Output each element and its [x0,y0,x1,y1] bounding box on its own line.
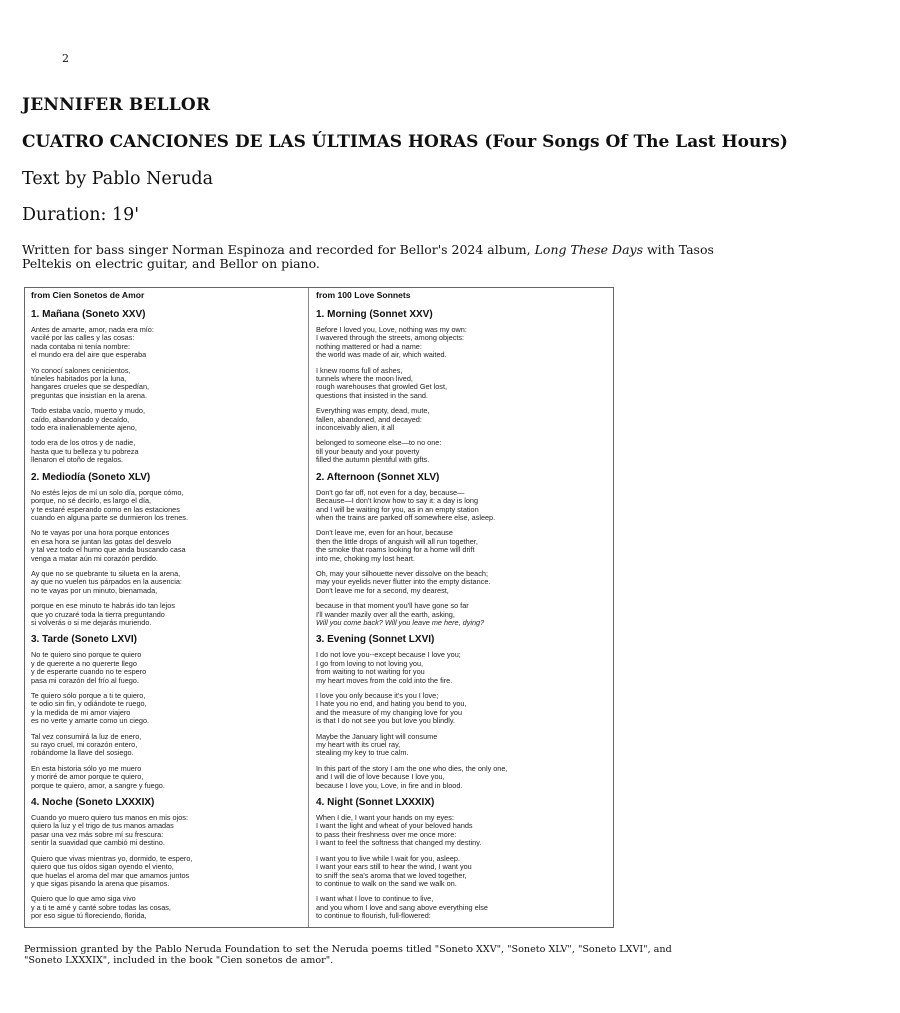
stanza [31,765,308,790]
poem-line: hasta que tu belleza y tu pobreza [31,446,139,456]
poem-line: quiero la luz y el trigo de tus manos amadas [31,821,174,831]
poem-section [31,309,308,465]
stanza [31,692,308,726]
poem-line: I want the light and wheat of your beloved hands [316,821,473,831]
poem-line: and I will be waiting for you, as in an empty station [316,504,479,514]
album-title: Long These Days [534,242,643,257]
section-title: 4. Night (Sonnet LXXXIX) [316,797,435,809]
poem-line: sentir la suavidad que cambió mi destino. [31,838,165,848]
stanza [31,326,308,360]
section-title: 4. Noche (Soneto LXXXIX) [31,797,155,809]
poem-line: quiero que tus oídos sigan oyendo el viento, [31,862,174,872]
stanza [31,529,308,563]
poem-line: When I die, I want your hands on my eyes: [316,813,454,823]
section-title: 1. Mañana (Soneto XXV) [31,309,146,320]
poem-line: Don't leave me for a second, my dearest, [316,585,449,595]
section-title: 2. Afternoon (Sonnet XLV) [316,471,440,483]
poem-line: Tal vez consumirá la luz de enero, [31,731,142,741]
poem-line: y tal vez todo el humo que anda buscando casa [31,545,186,555]
poem-line: no te vayas por un minuto, bienamada, [31,585,158,595]
stanza [31,367,308,401]
poem-line: then the little drops of anguish will all run together, [316,536,478,546]
section-title: 1. Morning (Sonnet XXV) [316,309,433,320]
poem-line: and the measure of my changing love for you [316,707,463,717]
poem-line: y moriré de amor porque te quiero, [31,772,144,782]
poem-table [24,287,614,928]
poem-section [316,634,613,790]
permission-note: Permission granted by the Pablo Neruda Foundation to set the Neruda poems titled "Soneto XXV", "Soneto XLV", "Soneto LXVI", and "Soneto LXXXIX", included in the book "Cien sonetos de amor". [24,944,672,966]
stanza [316,895,613,920]
poem-line: No te vayas por una hora porque entonces [31,528,170,538]
poem-line: and I will die of love because I love you, [316,772,445,782]
poem-line: y de quererte a no quererte llego [31,658,137,668]
poem-line: I want your ears still to hear the wind, I want you [316,862,472,872]
poem-line: cuando en alguna parte se durmieron los trenes. [31,512,188,522]
poem-line: venga a matar aún mi corazón perdido. [31,553,158,563]
program-note [22,243,742,270]
stanza [31,570,308,595]
poem-line: I wavered through the streets, among objects: [316,333,465,343]
poem-line: belonged to someone else—to no one: [316,438,442,448]
poem-line: No te quiero sino porque te quiero [31,650,142,660]
poem-line: el mundo era del aire que esperaba [31,350,147,360]
poem-line: the smoke that roams looking for a home will drift [316,545,475,555]
poem-line: till your beauty and your poverty [316,446,420,456]
duration: Duration: 19' [22,205,140,225]
poem-line: fallen, abandoned, and decayed: [316,414,422,424]
poem-line: pasa mi corazón del frío al fuego. [31,675,139,685]
poem-line: y la medida de mi amor viajero [31,707,131,717]
poem-line: Don't go far off, not even for a day, because— [316,487,465,497]
poem-line: porque en ese minuto te habrás ido tan lejos [31,601,176,611]
poem-line: to continue to walk on the sand we walk on. [316,878,457,888]
poem-line: No estés lejos de mí un solo día, porque cómo, [31,487,184,497]
poem-line: su rayo cruel, mi corazón entero, [31,740,138,750]
poem-section [31,472,308,628]
poem-line: por eso sigue tú floreciendo, florida, [31,911,147,921]
poem-line: because I love you, Love, in fire and in blood. [316,780,463,790]
stanza [316,651,613,685]
spanish-column [25,288,309,927]
poem-line: into me, choking my lost heart. [316,553,415,563]
poem-line: y a ti te amé y canté sobre todas las cosas, [31,902,171,912]
poem-line: si volverás o si me dejarás muriendo. [31,617,152,627]
poem-line: y de esperarte cuando no te espero [31,667,147,677]
poem-line: and you whom I love and sang above everything else [316,902,488,912]
poem-section [316,472,613,628]
poem-line: to continue to flourish, full-flowered: [316,911,431,921]
stanza [316,439,613,464]
stanza [31,407,308,432]
poem-line: todo era inalienablemente ajeno, [31,423,137,433]
poem-line: pasar una vez más sobre mí su frescura: [31,829,164,839]
poem-line: I knew rooms full of ashes, [316,365,403,375]
stanza [316,529,613,563]
poem-line: Maybe the January light will consume [316,731,438,741]
poem-line: que yo cruzaré toda la tierra preguntando [31,609,165,619]
poem-line: filled the autumn plentiful with gifts. [316,455,430,465]
poem-line: llenaron el otoño de regalos. [31,455,124,465]
text-credit: Text by Pablo Neruda [22,169,214,189]
poem-line: I do not love you--except because I love you; [316,650,461,660]
poem-line: nothing mattered or had a name: [316,341,422,351]
poem-line: I'll wander mazily over all the earth, asking, [316,609,455,619]
poem-line: y te estaré esperando como en las estaciones [31,504,180,514]
poem-line: te odio sin fin, y odiándote te ruego, [31,699,147,709]
poem-line: Yo conocí salones cenicientos, [31,365,131,375]
poem-line: y que sigas pisando la arena que pisamos. [31,878,170,888]
program-note-text: Written for bass singer Norman Espinoza and recorded for Bellor's 2024 album, [22,242,535,257]
stanza [31,733,308,758]
poem-line: is that I do not see you but love you blindly. [316,716,455,726]
poem-line: inconceivably alien, it all [316,423,395,433]
stanza [31,855,308,889]
stanza [316,367,613,401]
poem-line: I want you to live while I wait for you, asleep. [316,853,460,863]
column-header: from Cien Sonetos de Amor [31,290,145,300]
poem-line: Everything was empty, dead, mute, [316,406,430,416]
stanza [316,489,613,523]
poem-line: vacilé por las calles y las cosas: [31,333,135,343]
stanza [316,602,613,627]
poem-line: Don't leave me, even for an hour, because [316,528,453,538]
poem-line: todo era de los otros y de nadie, [31,438,136,448]
poem-line: I love you only because it's you I love; [316,691,439,700]
stanza [316,855,613,889]
poem-line: the world was made of air, which waited. [316,350,447,360]
poem-line: I go from loving to not loving you, [316,658,424,668]
poem-line: túneles habitados por la luna, [31,374,127,384]
poem-line: Todo estaba vacío, muerto y mudo, [31,406,145,416]
composer-name: JENNIFER BELLOR [22,95,211,115]
poem-line: to sniff the sea's aroma that we loved together, [316,870,467,880]
section-title: 3. Evening (Sonnet LXVI) [316,634,435,646]
poem-line: from waiting to not waiting for you [316,667,425,677]
poem-line: Ay que no se quebrante tu silueta en la arena, [31,568,181,578]
stanza [31,651,308,685]
poem-line: preguntas que insistían en la arena. [31,390,148,400]
poem-section [316,309,613,465]
poem-line: Cuando yo muero quiero tus manos en mis ojos: [31,813,188,823]
stanza [316,407,613,432]
poem-line: Before I loved you, Love, nothing was my own: [316,325,467,334]
poem-line: I want to feel the softness that changed my destiny. [316,838,482,848]
poem-section [316,797,613,927]
poem-line: porque, no sé decirlo, es largo el día, [31,496,152,506]
poem-line: rough warehouses that growled Get lost, [316,382,448,392]
poem-line: ay que no vuelen tus párpados en la ausencia: [31,577,182,587]
poem-line: when the trains are parked off somewhere else, asleep. [316,512,496,522]
stanza [31,489,308,523]
poem-line: Will you come back? Will you leave me here, dying? [316,617,485,627]
poem-line: en esa hora se juntan las gotas del desvelo [31,536,172,546]
poem-line: nada contaba ni tenía nombre: [31,341,130,351]
poem-line: porque te quiero, amor, a sangre y fuego. [31,780,165,790]
poem-line: In this part of the story I am the one who dies, the only one, [316,763,508,773]
program-note-text: with Tasos Peltekis on electric guitar, and Bellor on piano. [22,242,714,271]
poem-line: Quiero que vivas mientras yo, dormido, te espero, [31,853,193,863]
stanza [316,765,613,790]
poem-line: que huelas el aroma del mar que amamos juntos [31,870,190,880]
poem-line: Because—I don't know how to say it: a day is long [316,496,479,506]
poem-line: es no verte y amarte como un ciego. [31,716,150,726]
poem-line: robándome la llave del sosiego. [31,748,134,758]
stanza [31,439,308,464]
stanza [31,814,308,848]
page-number: 2 [62,52,69,65]
work-title: CUATRO CANCIONES DE LAS ÚLTIMAS HORAS (Four Songs Of The Last Hours) [22,132,788,152]
section-title: 2. Mediodía (Soneto XLV) [31,471,151,483]
poem-line: my heart moves from the cold into the fire. [316,675,453,685]
poem-line: Antes de amarte, amor, nada era mío: [31,325,154,334]
poem-line: to pass their freshness over me once more: [316,829,457,839]
stanza [316,692,613,726]
stanza [316,814,613,848]
poem-line: I want what I love to continue to live, [316,894,434,904]
stanza [31,895,308,920]
poem-line: I hate you no end, and hating you bend to you, [316,699,467,709]
poem-line: my heart with its cruel ray, [316,740,401,750]
english-column [309,288,613,927]
stanza [316,733,613,758]
poem-line: caído, abandonado y decaído, [31,414,130,424]
poem-line: stealing my key to true calm. [316,748,409,758]
poem-line: hangares crueles que se despedían, [31,382,150,392]
poem-line: Oh, may your silhouette never dissolve on the beach; [316,568,488,578]
stanza [316,326,613,360]
poem-line: because in that moment you'll have gone so far [316,601,469,611]
stanza [316,570,613,595]
poem-line: may your eyelids never flutter into the empty distance. [316,577,491,587]
stanza [31,602,308,627]
column-header: from 100 Love Sonnets [316,290,411,300]
poem-line: Te quiero sólo porque a ti te quiero, [31,691,146,700]
poem-section [31,634,308,790]
poem-line: tunnels where the moon lived, [316,374,413,384]
poem-line: questions that insisted in the sand. [316,390,428,400]
poem-line: Quiero que lo que amo siga vivo [31,894,136,904]
section-title: 3. Tarde (Soneto LXVI) [31,634,137,646]
poem-line: En esta historia sólo yo me muero [31,763,142,773]
poem-section [31,797,308,927]
